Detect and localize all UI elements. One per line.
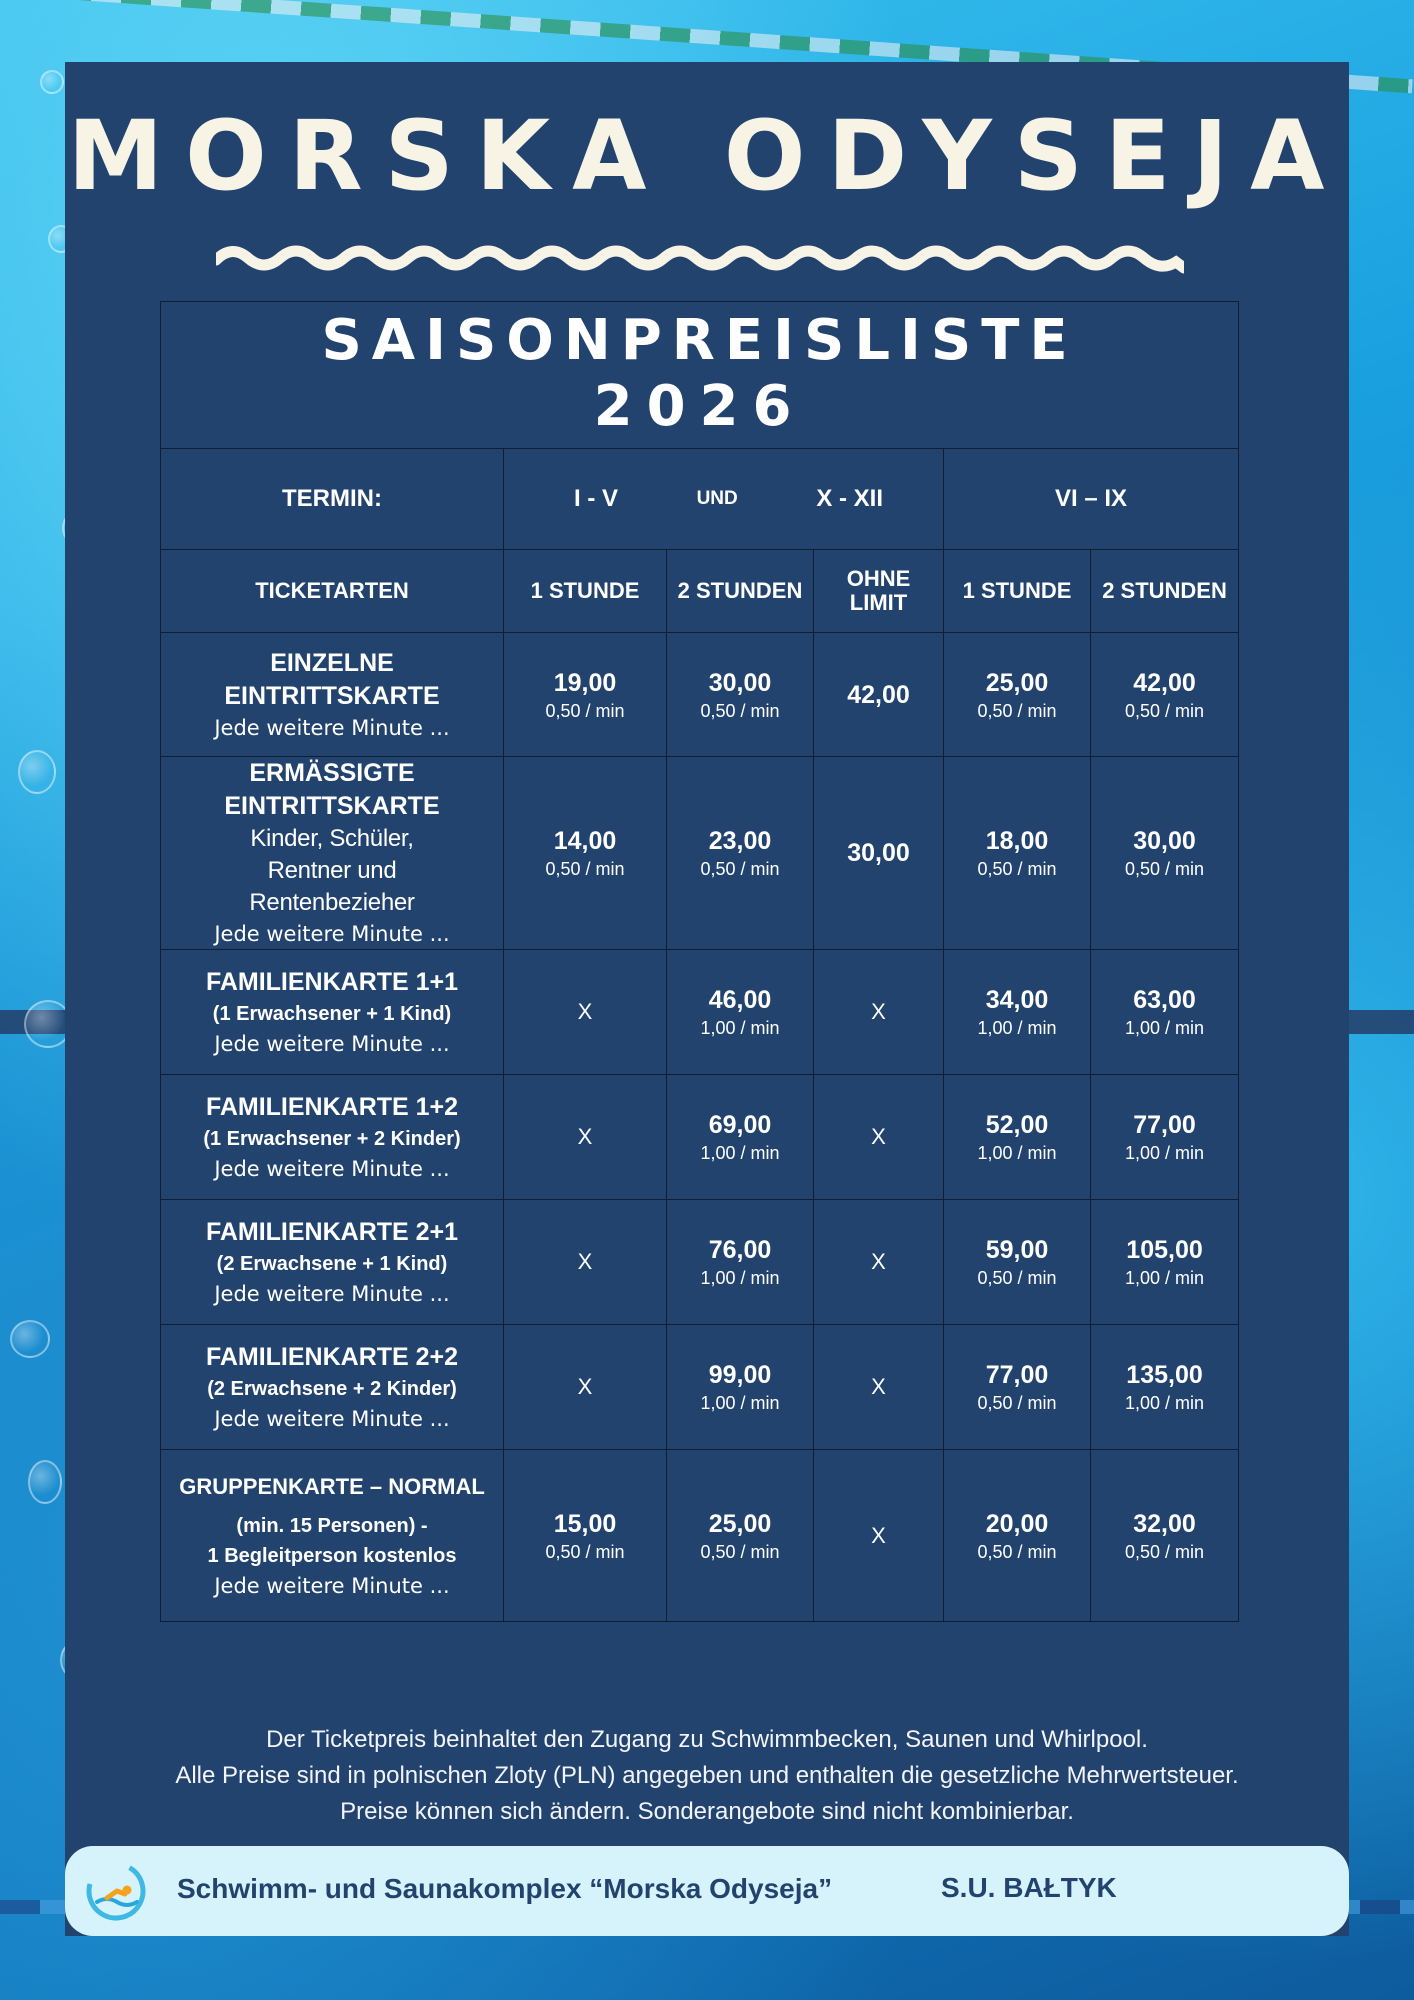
price-table	[160, 301, 1239, 1622]
price-value: 135,00	[1126, 1361, 1203, 1389]
table-row	[161, 1450, 1239, 1622]
price-value: 25,00	[985, 668, 1049, 697]
not-available-cell: X	[814, 950, 944, 1075]
price-cell	[814, 633, 944, 757]
price-per-minute: 1,00 / min	[1125, 1018, 1205, 1038]
price-per-minute: 0,50 / min	[977, 859, 1057, 879]
extra-minute-note: Jede weitere Minute ...	[214, 1156, 450, 1181]
price-cell	[944, 1325, 1091, 1450]
ticket-eligibility: Kinder, Schüler, Rentner und Rentenbezieher	[249, 825, 415, 916]
price-cell	[667, 1450, 814, 1622]
ticket-name-cell	[161, 1450, 504, 1622]
season-heading-label: SAISONPREISLISTE	[321, 308, 1078, 373]
price-per-minute: 0,50 / min	[1125, 1541, 1205, 1562]
price-cell	[1091, 1325, 1239, 1450]
ticket-name: FAMILIENKARTE 1+2	[205, 1092, 459, 1121]
not-available-cell: X	[814, 1325, 944, 1450]
ticket-name: GRUPPENKARTE – NORMAL	[179, 1474, 485, 1499]
swimmer-logo-icon	[83, 1858, 149, 1924]
column-header: OHNE LIMIT	[814, 550, 944, 633]
column-header: 1 STUNDE	[504, 550, 667, 633]
price-value: 76,00	[708, 1236, 772, 1264]
price-per-minute: 1,00 / min	[1125, 1393, 1205, 1413]
price-cell	[944, 950, 1091, 1075]
organization-name: S.U. BAŁTYK	[941, 1872, 1117, 1903]
price-per-minute: 0,50 / min	[700, 859, 780, 879]
ticket-name-cell	[161, 633, 504, 757]
price-cell	[504, 757, 667, 950]
bubble-decoration	[28, 1460, 62, 1504]
period-a-start: I - V	[574, 485, 619, 512]
price-per-minute: 0,50 / min	[700, 700, 780, 721]
extra-minute-note: Jede weitere Minute ...	[214, 1406, 450, 1431]
table-row	[161, 1075, 1239, 1200]
price-value: 105,00	[1126, 1236, 1203, 1264]
season-heading	[161, 302, 1239, 449]
extra-minute-note: Jede weitere Minute ...	[214, 1031, 450, 1056]
ticket-name: FAMILIENKARTE 2+2	[205, 1342, 459, 1371]
price-cell	[667, 1200, 814, 1325]
extra-minute-note: Jede weitere Minute ...	[214, 1281, 450, 1306]
ticket-name-cell	[161, 1075, 504, 1200]
ticket-composition: (2 Erwachsene + 2 Kinder)	[207, 1377, 457, 1400]
price-cell	[667, 633, 814, 757]
price-per-minute: 0,50 / min	[1125, 700, 1205, 721]
price-cell	[1091, 950, 1239, 1075]
table-row	[161, 950, 1239, 1075]
ticket-name-cell	[161, 950, 504, 1075]
price-cell	[1091, 633, 1239, 757]
column-header: 1 STUNDE	[944, 550, 1091, 633]
price-value: 63,00	[1133, 986, 1196, 1014]
price-cell	[944, 1075, 1091, 1200]
price-value: 30,00	[708, 668, 772, 697]
column-header: 2 STUNDEN	[1091, 550, 1239, 633]
extra-minute-note: Jede weitere Minute ...	[214, 922, 450, 946]
price-cell	[667, 1325, 814, 1450]
ticket-name: FAMILIENKARTE 1+1	[205, 967, 459, 996]
bubble-decoration	[40, 70, 64, 94]
price-value: 42,00	[847, 680, 910, 709]
not-available-cell: X	[504, 1200, 667, 1325]
price-value: 23,00	[708, 827, 772, 855]
price-per-minute: 1,00 / min	[700, 1143, 780, 1163]
price-per-minute: 0,50 / min	[545, 859, 625, 879]
price-value: 25,00	[708, 1509, 772, 1538]
bubble-decoration	[10, 1320, 50, 1358]
price-value: 20,00	[985, 1509, 1049, 1538]
wave-divider-icon	[216, 238, 1184, 278]
ticket-name-cell	[161, 1200, 504, 1325]
period-a-header	[504, 449, 944, 550]
period-a-end: X - XII	[816, 485, 883, 512]
column-header: 2 STUNDEN	[667, 550, 814, 633]
price-value: 59,00	[985, 1236, 1049, 1264]
table-row	[161, 1200, 1239, 1325]
extra-minute-note: Jede weitere Minute ...	[214, 715, 450, 740]
price-per-minute: 1,00 / min	[1125, 1268, 1205, 1288]
season-heading-year: 2026	[593, 374, 806, 439]
price-value: 69,00	[708, 1111, 772, 1139]
price-value: 32,00	[1133, 1509, 1196, 1538]
price-cell	[667, 1075, 814, 1200]
price-value: 77,00	[985, 1361, 1049, 1389]
price-per-minute: 1,00 / min	[700, 1393, 780, 1413]
price-per-minute: 0,50 / min	[545, 1541, 625, 1562]
price-per-minute: 0,50 / min	[977, 1393, 1057, 1413]
price-value: 52,00	[985, 1111, 1049, 1139]
price-value: 14,00	[553, 827, 617, 855]
note-line: Der Ticketpreis beinhaltet den Zugang zu Schwimmbecken, Saunen und Whirlpool.	[266, 1726, 1148, 1753]
price-value: 19,00	[553, 668, 617, 697]
price-cell	[504, 1450, 667, 1622]
price-per-minute: 0,50 / min	[977, 700, 1057, 721]
termin-label: TERMIN:	[161, 449, 504, 550]
ticket-name: FAMILIENKARTE 2+1	[205, 1217, 459, 1246]
ticket-types-label: TICKETARTEN	[161, 550, 504, 633]
price-per-minute: 1,00 / min	[977, 1143, 1057, 1163]
table-row	[161, 633, 1239, 757]
price-value: 34,00	[985, 986, 1049, 1014]
not-available-cell: X	[504, 1075, 667, 1200]
price-cell	[944, 633, 1091, 757]
ticket-name-cell	[161, 1325, 504, 1450]
price-value: 30,00	[847, 839, 910, 867]
price-cell	[1091, 1450, 1239, 1622]
price-value: 77,00	[1133, 1111, 1196, 1139]
price-per-minute: 0,50 / min	[1125, 859, 1205, 879]
price-cell	[667, 757, 814, 950]
price-per-minute: 0,50 / min	[545, 700, 625, 721]
price-cell	[504, 633, 667, 757]
not-available-cell: X	[504, 950, 667, 1075]
price-cell	[944, 1200, 1091, 1325]
bubble-decoration	[18, 750, 56, 794]
price-value: 30,00	[1133, 827, 1196, 855]
note-line: Alle Preise sind in polnischen Zloty (PLN) angegeben und enthalten die gesetzliche Mehrwertsteuer.	[175, 1762, 1239, 1789]
ticket-name: ERMÄSSIGTE EINTRITTSKARTE	[224, 759, 440, 820]
not-available-cell: X	[814, 1075, 944, 1200]
price-per-minute: 1,00 / min	[700, 1018, 780, 1038]
footer-bar	[65, 1846, 1349, 1936]
price-per-minute: 1,00 / min	[1125, 1143, 1205, 1163]
extra-minute-note: Jede weitere Minute ...	[214, 1574, 450, 1598]
ticket-composition-note: 1 Begleitperson kostenlos	[207, 1545, 457, 1567]
price-value: 46,00	[708, 986, 772, 1014]
price-cell	[944, 757, 1091, 950]
ticket-composition: (1 Erwachsener + 2 Kinder)	[203, 1127, 461, 1150]
price-per-minute: 0,50 / min	[977, 1541, 1057, 1562]
price-per-minute: 1,00 / min	[977, 1018, 1057, 1038]
ticket-composition: (min. 15 Personen) -	[236, 1515, 428, 1537]
price-cell	[667, 950, 814, 1075]
not-available-cell: X	[504, 1325, 667, 1450]
note-line: Preise können sich ändern. Sonderangebote sind nicht kombinierbar.	[340, 1798, 1074, 1825]
price-cell	[1091, 757, 1239, 950]
ticket-name-cell	[161, 757, 504, 950]
price-cell	[814, 757, 944, 950]
poster-title: MORSKA ODYSEJA	[67, 100, 1347, 212]
pricing-notes	[65, 1722, 1349, 1830]
table-row	[161, 757, 1239, 950]
price-value: 99,00	[708, 1361, 772, 1389]
period-b-header: VI – IX	[944, 449, 1239, 550]
ticket-composition: (2 Erwachsene + 1 Kind)	[216, 1252, 448, 1275]
price-cell	[944, 1450, 1091, 1622]
price-value: 15,00	[553, 1509, 617, 1538]
not-available-cell: X	[814, 1450, 944, 1622]
table-row	[161, 1325, 1239, 1450]
not-available-cell: X	[814, 1200, 944, 1325]
price-cell	[1091, 1075, 1239, 1200]
price-cell	[1091, 1200, 1239, 1325]
price-value: 42,00	[1133, 668, 1196, 697]
ticket-name: EINZELNE EINTRITTSKARTE	[224, 648, 440, 710]
facility-name: Schwimm- und Saunakomplex “Morska Odyseja”	[177, 1873, 833, 1904]
price-value: 18,00	[985, 827, 1049, 855]
ticket-composition: (1 Erwachsener + 1 Kind)	[212, 1002, 452, 1025]
price-per-minute: 0,50 / min	[977, 1268, 1057, 1288]
price-per-minute: 1,00 / min	[700, 1268, 780, 1288]
price-per-minute: 0,50 / min	[700, 1541, 780, 1562]
period-a-and: UND	[696, 488, 738, 509]
